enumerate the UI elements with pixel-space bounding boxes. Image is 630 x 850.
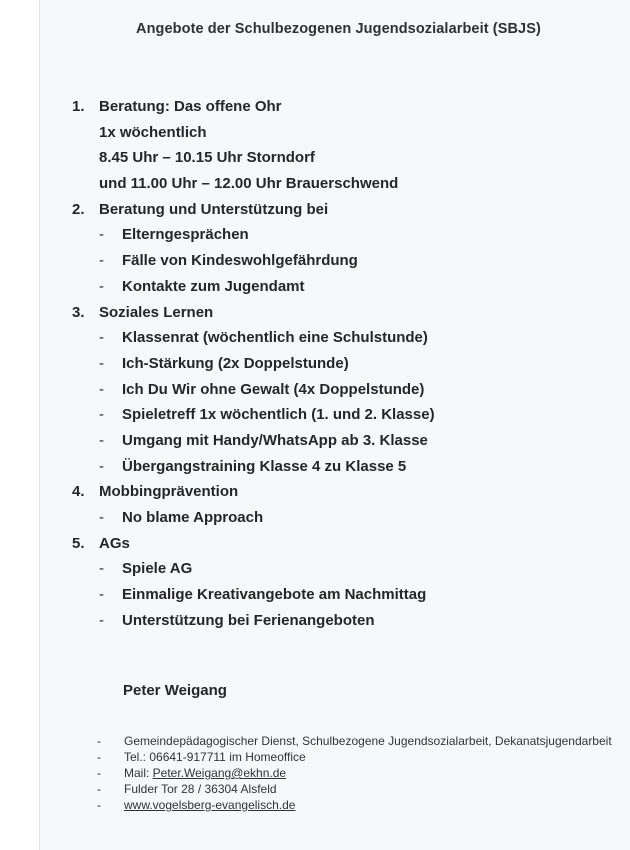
sub-item (72, 556, 612, 582)
bullet-dash: - (97, 782, 101, 796)
sub-item-text: Klassenrat (wöchentlich eine Schulstunde) (122, 329, 428, 347)
bullet-dash: - (99, 380, 104, 398)
sub-item (72, 377, 612, 403)
sub-item (72, 248, 612, 274)
list-item-number: 4. (72, 483, 85, 501)
contact-website-line (97, 797, 617, 813)
contact-website-link[interactable]: www.vogelsberg-evangelisch.de (124, 798, 296, 812)
contact-address: Fulder Tor 28 / 36304 Alsfeld (124, 782, 277, 796)
contact-details (97, 733, 617, 813)
bullet-dash: - (99, 252, 104, 270)
sub-item (72, 402, 612, 428)
list-item-text: Beratung: Das offene Ohr (99, 98, 282, 115)
bullet-dash: - (99, 560, 104, 578)
sub-item-text: Elterngesprächen (122, 226, 249, 244)
contact-name: Peter Weigang (123, 682, 227, 699)
list-item-number: 2. (72, 200, 85, 218)
bullet-dash: - (99, 406, 104, 424)
list-item-line (72, 300, 612, 326)
sub-item-text: Ich Du Wir ohne Gewalt (4x Doppelstunde) (122, 380, 425, 398)
sub-item (72, 325, 612, 351)
sub-item (72, 428, 612, 454)
bullet-dash: - (99, 277, 104, 295)
list-item-line (72, 531, 612, 557)
list-item-line (72, 197, 612, 223)
bullet-dash: - (97, 734, 101, 748)
sub-item-text: Unterstützung bei Ferienangeboten (122, 611, 375, 629)
list-item-text: 1x wöchentlich (99, 123, 207, 141)
list-item-line (72, 145, 612, 171)
contact-phone-line (97, 749, 617, 765)
contact-phone: Tel.: 06641-917711 im Homeoffice (124, 750, 306, 764)
sub-item-text: Einmalige Kreativangebote am Nachmittag (122, 586, 427, 604)
sub-item (72, 608, 612, 634)
contact-role-line (97, 733, 617, 749)
bullet-dash: - (99, 354, 104, 372)
sub-item (72, 222, 612, 248)
offer-list (72, 94, 612, 633)
list-item-number: 5. (72, 534, 85, 552)
sub-item (72, 454, 612, 480)
list-item-line (72, 479, 612, 505)
list-item-line (72, 171, 612, 197)
bullet-dash: - (99, 457, 104, 475)
sub-item (72, 351, 612, 377)
contact-mail-label: Mail: (124, 766, 153, 780)
bullet-dash: - (99, 586, 104, 604)
contact-role: Gemeindepädagogischer Dienst, Schulbezogene Jugendsozialarbeit, Dekanatsjugendarbeit (124, 734, 612, 748)
bullet-dash: - (97, 798, 101, 812)
sub-item-text: Kontakte zum Jugendamt (122, 277, 305, 295)
bullet-dash: - (97, 766, 101, 780)
sub-item (72, 505, 612, 531)
sub-item-text: Ich-Stärkung (2x Doppelstunde) (122, 354, 349, 372)
document-title: Angebote der Schulbezogenen Jugendsozialarbeit (SBJS) (136, 21, 541, 37)
sub-item-text: Übergangstraining Klasse 4 zu Klasse 5 (122, 457, 407, 475)
list-item-text: AGs (99, 534, 130, 552)
contact-mail-row (124, 765, 617, 781)
sub-item-text: Spieletreff 1x wöchentlich (1. und 2. Klasse) (122, 406, 435, 424)
list-item-text: und 11.00 Uhr – 12.00 Uhr Brauerschwend (99, 175, 399, 193)
list-item-text: Beratung und Unterstützung bei (99, 200, 329, 218)
contact-address-line (97, 781, 617, 797)
list-item-text: Soziales Lernen (99, 303, 214, 321)
sub-item-text: Fälle von Kindeswohlgefährdung (122, 252, 358, 270)
sub-item (72, 582, 612, 608)
bullet-dash: - (99, 611, 104, 629)
bullet-dash: - (99, 509, 104, 526)
sub-item-text: Spiele AG (122, 560, 193, 578)
sub-item (72, 274, 612, 300)
bullet-dash: - (97, 750, 101, 764)
list-item-number: 3. (72, 303, 85, 321)
contact-mail-line (97, 765, 617, 781)
contact-mail-link[interactable]: Peter.Weigang@ekhn.de (152, 766, 287, 780)
bullet-dash: - (99, 226, 104, 244)
list-item-line (72, 94, 612, 120)
list-item-text: 8.45 Uhr – 10.15 Uhr Storndorf (99, 149, 315, 167)
list-item-line (72, 120, 612, 146)
list-item-text: Mobbingprävention (99, 483, 239, 501)
bullet-dash: - (99, 329, 104, 347)
sub-item-text: No blame Approach (122, 509, 264, 526)
list-item-number: 1. (72, 98, 85, 115)
bullet-dash: - (99, 431, 104, 449)
sub-item-text: Umgang mit Handy/WhatsApp ab 3. Klasse (122, 431, 428, 449)
